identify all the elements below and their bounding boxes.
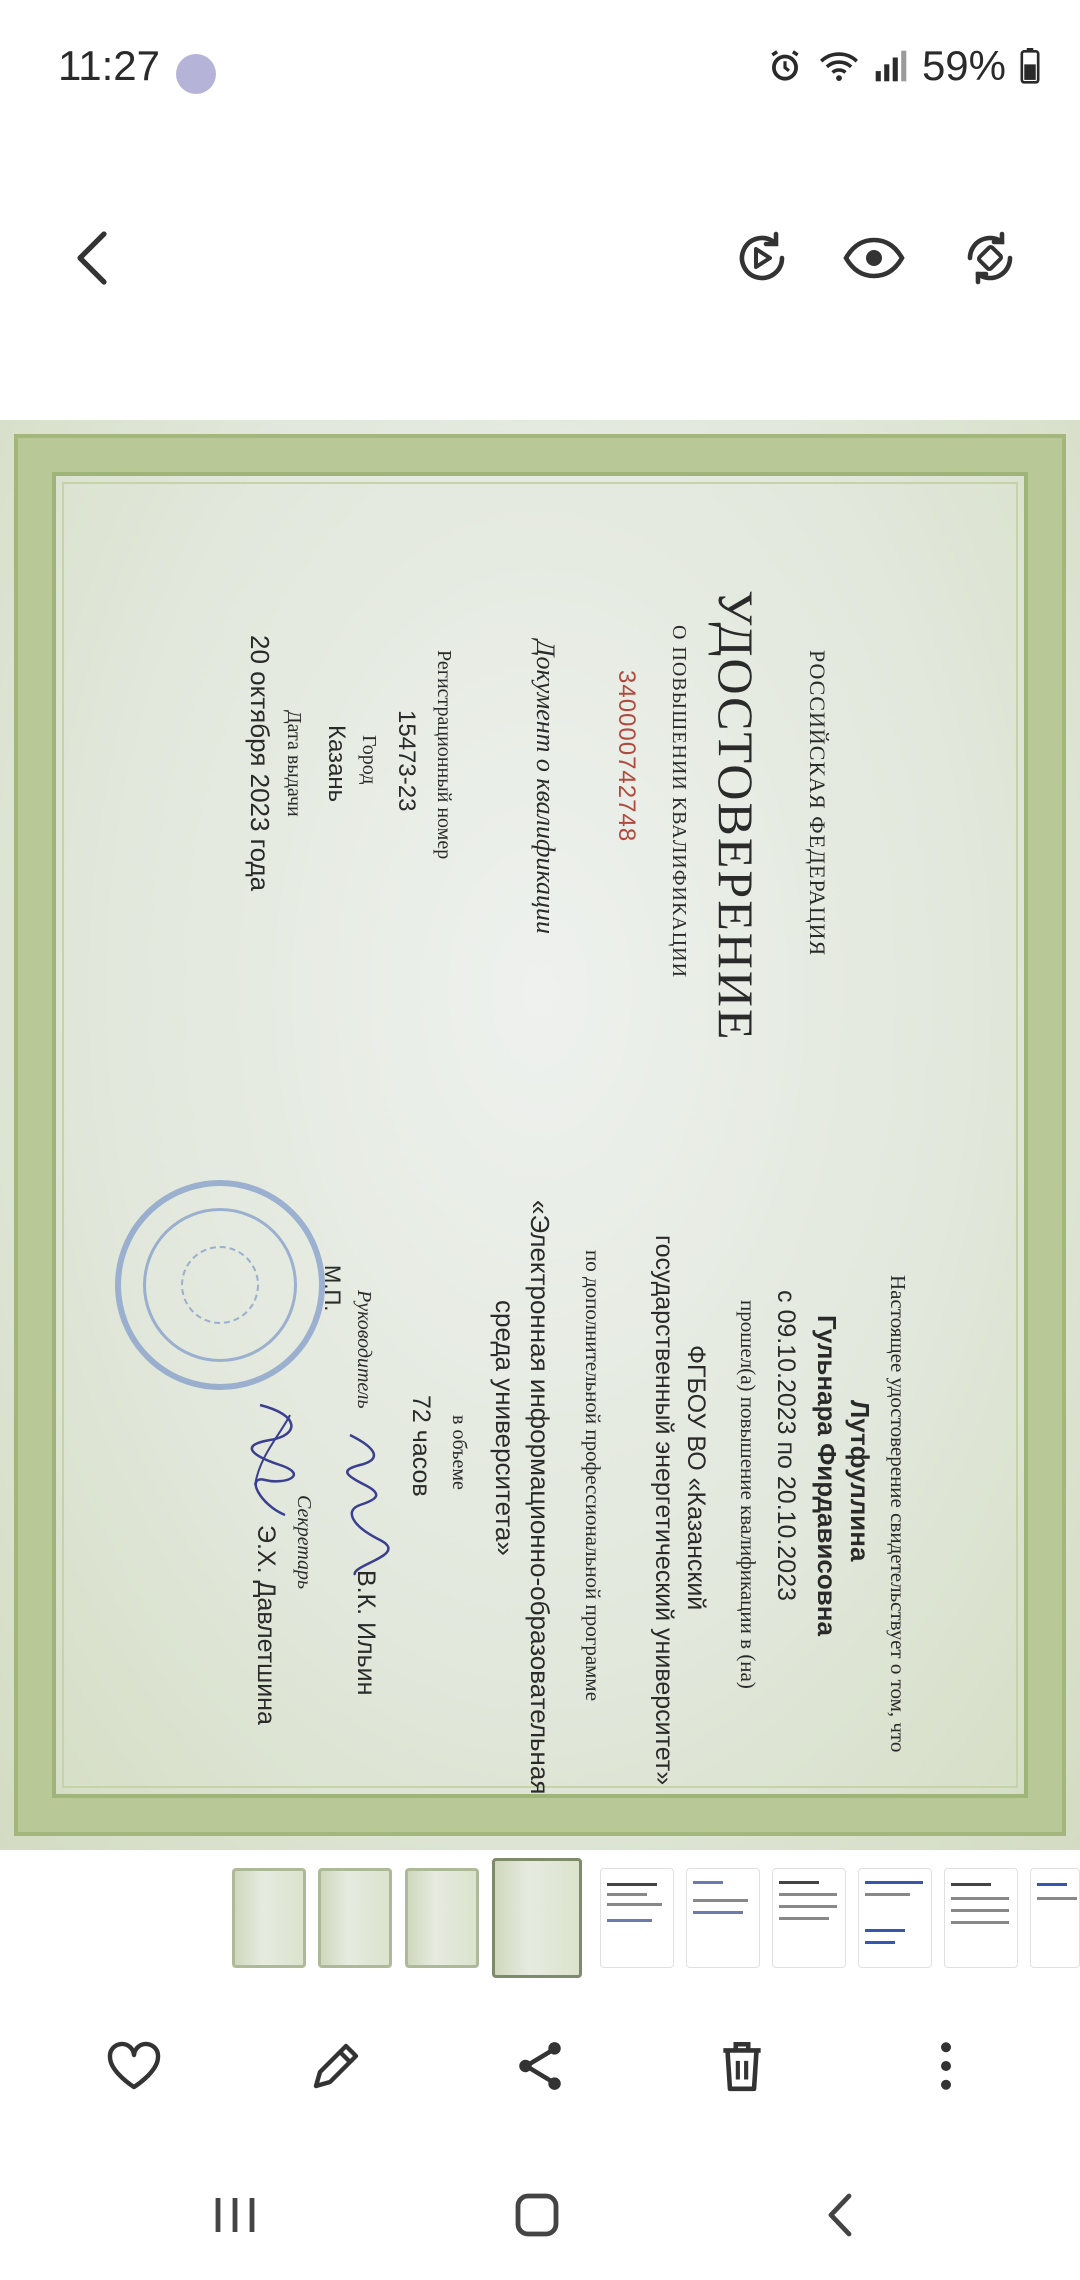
cert-secretary-name: Э.Х. Давлетшина [252, 1525, 280, 1725]
battery-percent: 59% [921, 42, 1006, 89]
thumbnail-4-selected[interactable] [492, 1858, 582, 1978]
thumbnail-5[interactable] [600, 1868, 674, 1968]
view-button[interactable] [834, 218, 914, 298]
thumbnail-10[interactable] [1030, 1868, 1080, 1968]
cert-serial: 340000742748 [613, 670, 640, 843]
cert-volume: 72 часов [407, 1395, 435, 1497]
home-button[interactable] [502, 2180, 572, 2250]
thumbnail-6[interactable] [686, 1868, 760, 1968]
cert-name: Гульнара Фирдависовна [812, 1315, 842, 1636]
alarm-icon [766, 47, 804, 85]
cert-surname: Лутфуллина [845, 1400, 875, 1562]
cert-title: УДОСТОВЕРЕНИЕ [708, 590, 764, 1042]
cert-org-line2: государственный энергетический университет» [650, 1235, 678, 1786]
cert-mp: М.П. [320, 1265, 345, 1312]
play-rotate-icon [732, 228, 792, 288]
cert-program-line2: среда университета» [490, 1300, 520, 1556]
favorite-button[interactable] [94, 2026, 174, 2106]
official-seal-icon [115, 1180, 325, 1390]
cert-secretary-label: Секретарь [293, 1495, 315, 1590]
recent-apps-icon [212, 2194, 258, 2236]
thumbnail-1[interactable] [232, 1868, 306, 1968]
cert-date-label: Дата выдачи [283, 710, 305, 817]
rotate-icon [960, 228, 1020, 288]
cert-intro: Настоящее удостоверение свидетельствует о том, что [886, 1275, 910, 1753]
status-bar [0, 0, 1080, 140]
back-nav-icon [825, 2192, 855, 2238]
edit-button[interactable] [296, 2026, 376, 2106]
notification-dot-icon [176, 54, 216, 94]
cert-program-label: по дополнительной профессиональной программе [581, 1250, 605, 1702]
cert-head-label: Руководитель [353, 1290, 375, 1409]
heart-icon [106, 2041, 162, 2091]
thumbnail-9[interactable] [944, 1868, 1018, 1968]
back-button[interactable] [52, 218, 132, 298]
thumbnail-2[interactable] [318, 1868, 392, 1968]
thumbnail-8[interactable] [858, 1868, 932, 1968]
chevron-left-icon [70, 228, 114, 288]
status-indicators [766, 42, 1040, 90]
recent-apps-button[interactable] [200, 2180, 270, 2250]
rotate-button[interactable] [950, 218, 1030, 298]
home-icon [514, 2192, 560, 2238]
more-vertical-icon [936, 2041, 956, 2091]
battery-icon [1020, 48, 1040, 84]
cert-org-line1: ФГБОУ ВО «Казанский [682, 1345, 710, 1611]
trash-icon [719, 2038, 765, 2094]
cert-city-label: Город [358, 735, 380, 785]
cert-date: 20 октября 2023 года [245, 635, 275, 892]
delete-button[interactable] [702, 2026, 782, 2106]
cert-program-line1: «Электронная информационно-образовательная [525, 1200, 555, 1795]
cert-volume-label: в объеме [448, 1415, 470, 1490]
cert-head-name: В.К. Ильин [352, 1570, 380, 1696]
action-bar [0, 2016, 1080, 2116]
cert-subtitle: О ПОВЫШЕНИИ КВАЛИФИКАЦИИ [668, 625, 690, 979]
viewer-toolbar [0, 200, 1080, 310]
status-time: 11:27 [58, 42, 160, 89]
cert-country: РОССИЙСКАЯ ФЕДЕРАЦИЯ [805, 650, 830, 957]
cert-reg-number: 15473-23 [393, 710, 420, 812]
back-nav-button[interactable] [805, 2180, 875, 2250]
wifi-icon [818, 47, 860, 85]
pencil-icon [310, 2040, 362, 2092]
thumbnail-strip [0, 1852, 1080, 1982]
motion-play-button[interactable] [722, 218, 802, 298]
system-navigation-bar [0, 2150, 1080, 2270]
cert-period: с 09.10.2023 по 20.10.2023 [772, 1290, 800, 1602]
secretary-signature-icon [240, 1395, 310, 1525]
cert-city: Казань [323, 725, 350, 803]
cert-passed: прошел(а) повышение квалификации в (на) [736, 1300, 760, 1689]
cert-doc-kind: Документ о квалификации [531, 640, 560, 934]
thumbnail-3[interactable] [405, 1868, 479, 1968]
thumbnail-7[interactable] [772, 1868, 846, 1968]
share-button[interactable] [500, 2026, 580, 2106]
signal-icon [874, 49, 908, 83]
cert-reg-label: Регистрационный номер [433, 650, 455, 860]
eye-icon [842, 235, 906, 281]
share-icon [515, 2039, 565, 2093]
more-options-button[interactable] [906, 2026, 986, 2106]
certificate-image [0, 420, 1080, 1850]
head-signature-icon [330, 1430, 390, 1580]
image-viewer[interactable] [0, 420, 1080, 1850]
